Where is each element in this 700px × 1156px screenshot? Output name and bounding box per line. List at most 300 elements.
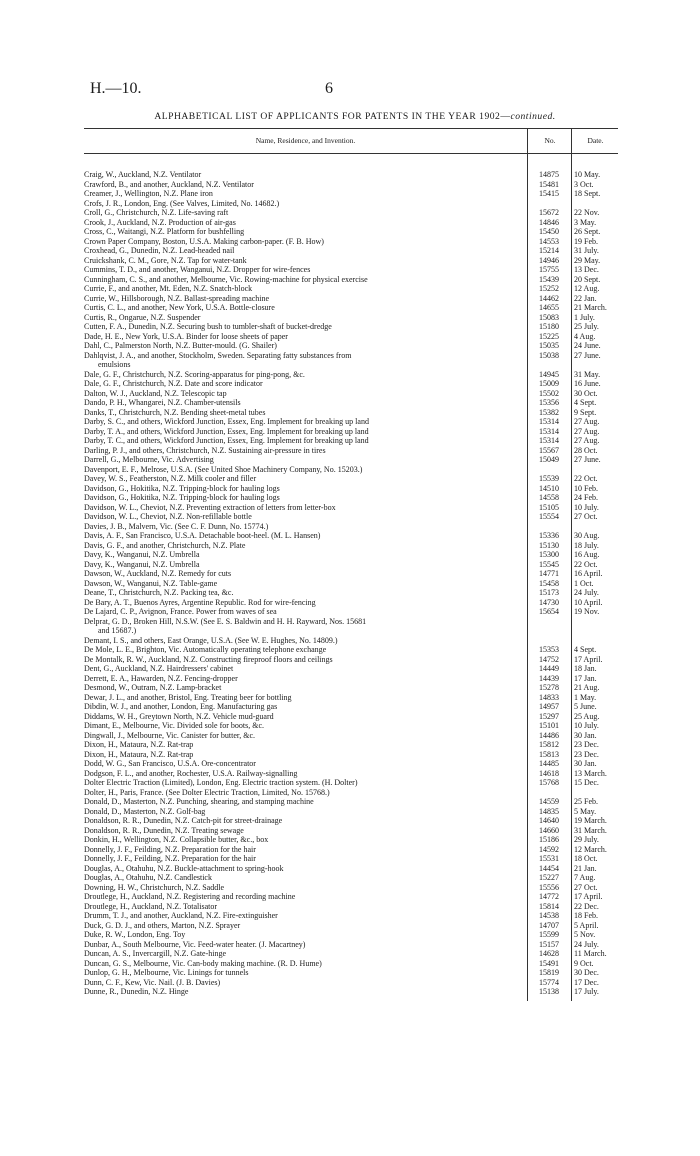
applicant-entry: Donnelly, J. F., Feilding, N.Z. Preparation for the hair <box>84 844 256 854</box>
patent-date: 27 June. <box>574 455 601 464</box>
applicant-entry: Dawson, W., Wanganui, N.Z. Table-game <box>84 578 218 588</box>
patent-date: 27 Aug. <box>574 436 600 445</box>
table-row <box>84 835 618 845</box>
patent-number: 15491 <box>539 958 559 968</box>
applicant-entry: Darby, T. C., and others, Wickford Junction, Essex, Eng. Implement for breaking up land <box>84 436 369 445</box>
table-body <box>84 154 618 997</box>
page-number: 6 <box>325 80 333 97</box>
table-row <box>84 921 618 931</box>
applicant-entry: Dingwall, J., Melbourne, Vic. Canister for butter, &c. <box>84 730 256 740</box>
applicant-entry: Drumm, T. J., and another, Auckland, N.Z. Fire-extinguisher <box>84 911 278 920</box>
patent-number: 15554 <box>539 512 559 521</box>
applicant-entry: Derrett, E. A., Hawarden, N.Z. Fencing-dropper <box>84 673 238 683</box>
patent-date: 4 Sept. <box>574 398 597 407</box>
patent-date: 12 March. <box>574 844 607 854</box>
applicant-entry: Davy, K., Wanganui, N.Z. Umbrella <box>84 550 200 559</box>
patent-date: 3 May. <box>574 217 597 227</box>
table-row <box>84 854 618 864</box>
patent-date: 22 Nov. <box>574 208 600 217</box>
column-header-date: Date. <box>571 129 619 153</box>
applicant-entry: Dunn, C. F., Kew, Vic. Nail. (J. B. Davies) <box>84 977 221 987</box>
applicant-entry: Deane, T., Christchurch, N.Z. Packing tea, &c. <box>84 588 234 597</box>
patent-date: 26 Sept. <box>574 227 601 236</box>
table-row <box>84 968 618 978</box>
applicant-entry: Cross, C., Waitangi, N.Z. Platform for bushfelling <box>84 227 245 236</box>
applicant-entry: Curtis, C. L., and another, New York, U.S.A. Bottle-closure <box>84 303 275 312</box>
patent-number: 14454 <box>539 863 559 873</box>
patent-date: 16 Aug. <box>574 550 600 559</box>
table-row <box>84 607 618 617</box>
patent-number: 14846 <box>539 217 559 227</box>
patent-date: 1 July. <box>574 312 595 322</box>
patent-date: 21 Aug. <box>574 683 600 692</box>
patent-date: 29 July. <box>574 835 599 844</box>
table-row <box>84 541 618 551</box>
patent-number: 14707 <box>539 920 559 930</box>
table-row <box>84 731 618 741</box>
patent-number: 15356 <box>539 398 559 407</box>
patent-number: 15556 <box>539 882 559 892</box>
patent-date: 29 May. <box>574 255 601 265</box>
applicant-entry: Dale, G. F., Christchurch, N.Z. Date and score indicator <box>84 379 263 388</box>
applicant-entry: Danks, T., Christchurch, N.Z. Bending sheet-metal tubes <box>84 407 266 417</box>
table-row <box>84 389 618 399</box>
table-row <box>84 560 618 570</box>
applicant-entry: emulsions <box>98 360 131 369</box>
patent-number: 15278 <box>539 683 559 692</box>
title-main: ALPHABETICAL LIST OF APPLICANTS FOR PATENTS IN THE YEAR 1902— <box>154 111 511 122</box>
applicant-entry: Dolter Electric Traction (Limited), London, Eng. Electric traction system. (H. Dolter) <box>84 778 358 787</box>
patent-date: 1 Oct. <box>574 578 594 588</box>
table-row <box>84 750 618 760</box>
patent-number: 15819 <box>539 968 559 977</box>
applicant-entry: Douglas, A., Otahuhu, N.Z. Candlestick <box>84 873 212 882</box>
applicant-entry: Dale, G. F., Christchurch, N.Z. Scoring-apparatus for ping-pong, &c. <box>84 369 305 379</box>
applicant-entry: Currie, W., Hillsborough, N.Z. Ballast-spreading machine <box>84 293 270 303</box>
applicant-entry: Cummins, T. D., and another, Wanganui, N.Z. Dropper for wire-fences <box>84 265 311 274</box>
patent-number: 15768 <box>539 778 559 787</box>
patent-number: 15539 <box>539 474 559 483</box>
patent-date: 12 Aug. <box>574 284 600 293</box>
applicant-entry: Dodgson, F. L., and another, Rochester, U.S.A. Railway-signalling <box>84 768 298 778</box>
applicant-entry: Creamer, J., Wellington, N.Z. Plane iron <box>84 189 213 198</box>
table-row <box>84 237 618 247</box>
applicant-entry: Davis, G. F., and another, Christchurch, N.Z. Plate <box>84 540 246 550</box>
table-row <box>84 826 618 836</box>
applicant-entry: Dalton, W. J., Auckland, N.Z. Telescopic tap <box>84 388 227 398</box>
patent-number: 15774 <box>539 977 559 987</box>
table-row <box>84 807 618 817</box>
applicant-entry: Darby, S. C., and others, Wickford Junction, Essex, Eng. Implement for breaking up land <box>84 417 369 426</box>
table-row <box>84 284 618 294</box>
applicant-entry: Dodd, W. G., San Francisco, U.S.A. Ore-concentrator <box>84 759 256 768</box>
applicant-entry: Diddams, W. H., Greytown North, N.Z. Vehicle mud-guard <box>84 711 274 721</box>
patent-number: 15314 <box>539 426 559 436</box>
patent-number: 15353 <box>539 645 559 654</box>
patent-date: 16 April. <box>574 569 603 578</box>
patent-date: 18 Jan. <box>574 664 597 673</box>
table-row <box>84 617 618 627</box>
table-row <box>84 864 618 874</box>
patent-number: 15439 <box>539 274 559 284</box>
applicant-entry: Donnelly, J. F., Feilding, N.Z. Preparation for the hair <box>84 854 256 863</box>
patent-date: 19 Nov. <box>574 607 600 616</box>
table-row <box>84 712 618 722</box>
applicant-entry: Davidson, G., Hokitika, N.Z. Tripping-block for hauling logs <box>84 483 280 493</box>
applicant-entry: Droutlege, H., Auckland, N.Z. Totalisator <box>84 901 218 911</box>
patent-number: 15382 <box>539 407 559 417</box>
patent-date: 27 June. <box>574 350 601 360</box>
patent-date: 23 Dec. <box>574 749 599 759</box>
patent-date: 22 Dec. <box>574 901 599 911</box>
patent-number: 15225 <box>539 331 559 341</box>
patent-date: 13 Dec. <box>574 265 599 274</box>
table-row <box>84 674 618 684</box>
patent-date: 18 Sept. <box>574 189 601 198</box>
table-header <box>84 128 618 154</box>
patent-date: 4 Aug. <box>574 331 596 341</box>
patent-number: 14833 <box>539 692 559 702</box>
table-row <box>84 550 618 560</box>
document-reference: H.—10. <box>90 80 142 97</box>
patent-number: 14946 <box>539 255 559 265</box>
table-row <box>84 693 618 703</box>
patent-date: 9 Sept. <box>574 407 597 417</box>
patent-date: 10 May. <box>574 170 601 179</box>
table-row <box>84 189 618 199</box>
patent-date: 22 Jan. <box>574 293 597 303</box>
table-row <box>84 417 618 427</box>
patent-number: 14628 <box>539 949 559 958</box>
patent-number: 15035 <box>539 341 559 350</box>
applicant-entry: Crofs, J. R., London, Eng. (See Valves, Limited, No. 14682.) <box>84 198 280 208</box>
patent-date: 20 Sept. <box>574 274 601 284</box>
patent-number: 15755 <box>539 265 559 274</box>
applicant-entry: Davidson, W. L., Cheviot, N.Z. Preventing extraction of letters from letter-box <box>84 502 336 512</box>
patent-date: 4 Sept. <box>574 645 597 654</box>
patent-number: 15314 <box>539 417 559 426</box>
table-row <box>84 664 618 674</box>
applicant-entry: Duncan, A. S., Invercargill, N.Z. Gate-hinge <box>84 949 227 958</box>
patent-number: 15672 <box>539 208 559 217</box>
patent-date: 18 July. <box>574 540 599 550</box>
patent-date: 30 Dec. <box>574 968 599 977</box>
patent-number: 15812 <box>539 740 559 749</box>
applicant-entry: Donaldson, R. R., Dunedin, N.Z. Treating sewage <box>84 825 244 835</box>
patent-date: 27 Aug. <box>574 426 600 436</box>
patent-date: 10 July. <box>574 721 599 730</box>
applicant-entry: Droutlege, H., Auckland, N.Z. Registering and recording machine <box>84 892 296 901</box>
applicant-entry: Dimant, E., Melbourne, Vic. Divided sole for boots, &c. <box>84 721 265 730</box>
patent-number: 14618 <box>539 768 559 778</box>
table-row <box>84 769 618 779</box>
applicant-entry: Dahl, C., Palmerston North, N.Z. Butter-mould. (G. Shailer) <box>84 341 277 350</box>
applicant-entry: Crook, J., Auckland, N.Z. Production of air-gas <box>84 217 236 227</box>
applicant-entry: Dunbar, A., South Melbourne, Vic. Feed-water heater. (J. Macartney) <box>84 939 306 949</box>
table-row <box>84 588 618 598</box>
table-row <box>84 493 618 503</box>
patent-date: 19 Feb. <box>574 236 598 246</box>
table-row <box>84 303 618 313</box>
patent-date: 17 Jan. <box>574 673 597 683</box>
applicant-entry: Dunlop, G. H., Melbourne, Vic. Linings for tunnels <box>84 968 249 977</box>
table-row <box>84 959 618 969</box>
table-row <box>84 940 618 950</box>
table-row <box>84 721 618 731</box>
patent-date: 10 April. <box>574 597 603 607</box>
applicant-entry: Donald, D., Masterton, N.Z. Punching, shearing, and stamping machine <box>84 797 314 806</box>
table-row <box>84 598 618 608</box>
table-row <box>84 569 618 579</box>
patent-date: 19 March. <box>574 816 607 825</box>
table-row <box>84 579 618 589</box>
patent-date: 27 Oct. <box>574 512 598 521</box>
table-row <box>84 484 618 494</box>
patent-number: 15009 <box>539 379 559 388</box>
column-header-name: Name, Residence, and Invention. <box>255 136 356 145</box>
patent-number: 15531 <box>539 854 559 863</box>
patent-number: 15049 <box>539 455 559 464</box>
patent-date: 18 Feb. <box>574 911 598 920</box>
applicant-entry: Demant, I. S., and others, East Orange, U.S.A. (See W. E. Hughes, No. 14809.) <box>84 635 338 645</box>
patent-date: 16 June. <box>574 379 601 388</box>
patent-number: 15813 <box>539 749 559 759</box>
table-row <box>84 522 618 532</box>
patent-date: 25 July. <box>574 322 599 331</box>
applicant-entry: Donald, D., Masterton, N.Z. Golf-bag <box>84 806 206 816</box>
patent-number: 15481 <box>539 179 559 189</box>
table-row <box>84 636 618 646</box>
applicant-entry: De Montalk, R. W., Auckland, N.Z. Constructing fireproof floors and ceilings <box>84 654 333 664</box>
applicant-entry: De Mole, L. E., Brighton, Vic. Automatically operating telephone exchange <box>84 645 327 654</box>
patent-date: 1 May. <box>574 692 597 702</box>
applicant-entry: Donaldson, R. R., Dunedin, N.Z. Catch-pit for street-drainage <box>84 816 283 825</box>
patent-number: 15105 <box>539 502 559 512</box>
patent-date: 28 Oct. <box>574 445 598 455</box>
patent-date: 17 April. <box>574 892 603 901</box>
table-row <box>84 199 618 209</box>
patent-date: 31 July. <box>574 246 599 255</box>
applicant-entry: Douglas, A., Otahuhu, N.Z. Buckle-attachment to spring-hook <box>84 863 284 873</box>
applicant-entry: Duke, R. W., London, Eng. Toy <box>84 930 186 939</box>
patent-date: 22 Oct. <box>574 474 598 483</box>
applicant-entry: Dahlqvist, J. A., and another, Stockholm, Sweden. Separating fatty substances from <box>84 350 352 360</box>
applicant-entry: Dewar, J. L., and another, Bristol, Eng. Treating beer for bottling <box>84 692 292 702</box>
patent-number: 15545 <box>539 559 559 569</box>
table-row <box>84 351 618 361</box>
patent-date: 30 Aug. <box>574 531 600 540</box>
patent-number: 14730 <box>539 597 559 607</box>
patent-date: 23 Dec. <box>574 740 599 749</box>
applicant-entry: Donkin, H., Wellington, N.Z. Collapsible butter, &c., box <box>84 835 269 844</box>
patent-number: 14439 <box>539 673 559 683</box>
table-row <box>84 911 618 921</box>
table-row <box>84 512 618 522</box>
table-row <box>84 294 618 304</box>
table-row <box>84 218 618 228</box>
table-row <box>84 503 618 513</box>
patent-number: 14875 <box>539 170 559 179</box>
patent-date: 3 Oct. <box>574 179 594 189</box>
table-row <box>84 474 618 484</box>
table-row <box>84 246 618 256</box>
applicant-entry: De Lajard, C. P., Avignon, France. Power from waves of sea <box>84 607 277 616</box>
table-row <box>84 370 618 380</box>
patent-date: 17 April. <box>574 654 603 664</box>
patent-date: 31 March. <box>574 825 607 835</box>
applicant-entry: and 15687.) <box>98 626 137 635</box>
patent-date: 25 Feb. <box>574 797 598 806</box>
table-row <box>84 227 618 237</box>
patent-table <box>84 128 618 997</box>
applicant-entry: Dolter, H., Paris, France. (See Dolter Electric Traction, Limited, No. 15768.) <box>84 787 330 797</box>
table-row <box>84 645 618 655</box>
table-row <box>84 265 618 275</box>
table-row <box>84 427 618 437</box>
patent-date: 10 Feb. <box>574 483 598 493</box>
patent-number: 14772 <box>539 892 559 901</box>
applicant-entry: Davey, W. S., Featherston, N.Z. Milk cooler and filler <box>84 474 257 483</box>
patent-number: 15336 <box>539 531 559 540</box>
table-row <box>84 873 618 883</box>
patent-date: 25 Aug. <box>574 711 600 721</box>
patent-date: 17 July. <box>574 987 599 996</box>
applicant-entry: De Bary, A. T., Buenos Ayres, Argentine Republic. Rod for wire-fencing <box>84 597 316 607</box>
applicant-entry: Croxhead, G., Dunedin, N.Z. Lead-headed nail <box>84 246 235 255</box>
applicant-entry: Cutten, F. A., Dunedin, N.Z. Securing bush to tumbler-shaft of bucket-dredge <box>84 322 332 331</box>
applicant-entry: Curtis, R., Ongarue, N.Z. Suspender <box>84 312 201 322</box>
table-row <box>84 845 618 855</box>
patent-number: 15599 <box>539 930 559 939</box>
patent-number: 14640 <box>539 816 559 825</box>
table-row <box>84 436 618 446</box>
patent-number: 15314 <box>539 436 559 445</box>
patent-date: 5 May. <box>574 806 597 816</box>
table-row <box>84 322 618 332</box>
patent-number: 14485 <box>539 759 559 768</box>
table-row <box>84 275 618 285</box>
patent-number: 14771 <box>539 569 559 578</box>
table-row <box>84 655 618 665</box>
patent-date: 27 Oct. <box>574 882 598 892</box>
applicant-entry: Dixon, H., Mataura, N.Z. Rat-trap <box>84 749 194 759</box>
table-row <box>84 740 618 750</box>
table-row <box>84 978 618 988</box>
patent-date: 11 March. <box>574 949 607 958</box>
patent-number: 15180 <box>539 322 559 331</box>
patent-number: 14559 <box>539 797 559 806</box>
table-row <box>84 902 618 912</box>
patent-number: 14538 <box>539 911 559 920</box>
patent-date: 5 April. <box>574 920 599 930</box>
patent-number: 15450 <box>539 227 559 236</box>
patent-date: 30 Oct. <box>574 388 598 398</box>
applicant-entry: Dando, P. H., Whangarei, N.Z. Chamber-utensils <box>84 398 241 407</box>
table-row <box>84 408 618 418</box>
applicant-entry: Davenport, E. F., Melrose, U.S.A. (See United Shoe Machinery Company, No. 15203.) <box>84 464 363 474</box>
table-row <box>84 313 618 323</box>
patent-date: 24 June. <box>574 341 601 350</box>
table-row <box>84 332 618 342</box>
patent-number: 15415 <box>539 189 559 198</box>
table-row <box>84 949 618 959</box>
applicant-entry: Crown Paper Company, Boston, U.S.A. Making carbon-paper. (F. B. How) <box>84 236 324 246</box>
applicant-entry: Cruickshank, C. M., Gore, N.Z. Tap for water-tank <box>84 255 247 265</box>
patent-date: 21 March. <box>574 303 607 312</box>
patent-number: 14835 <box>539 806 559 816</box>
table-row <box>84 455 618 465</box>
patent-number: 14510 <box>539 483 559 493</box>
applicant-entry: Davies, J. B., Malvern, Vic. (See C. F. Dunn, No. 15774.) <box>84 521 269 531</box>
patent-date: 22 Oct. <box>574 559 598 569</box>
table-row <box>84 446 618 456</box>
patent-number: 14558 <box>539 493 559 502</box>
patent-date: 7 Aug. <box>574 873 596 882</box>
applicant-entry: Davis, A. F., San Francisco, U.S.A. Detachable boot-heel. (M. L. Hansen) <box>84 531 321 540</box>
patent-number: 14462 <box>539 293 559 303</box>
page-header <box>90 80 620 100</box>
applicant-entry: Downing, H. W., Christchurch, N.Z. Saddle <box>84 882 224 892</box>
applicant-entry: Darling, P. J., and others, Christchurch, N.Z. Sustaining air-pressure in tires <box>84 445 326 455</box>
table-row <box>84 398 618 408</box>
patent-number: 15157 <box>539 939 559 949</box>
applicant-entry: Davidson, W. L., Cheviot, N.Z. Non-refillable bottle <box>84 512 252 521</box>
patent-number: 14486 <box>539 730 559 740</box>
table-row <box>84 531 618 541</box>
patent-number: 15138 <box>539 987 559 996</box>
applicant-entry: Cunningham, C. S., and another, Melbourne, Vic. Rowing-machine for physical exercise <box>84 274 368 284</box>
table-row <box>84 683 618 693</box>
patent-number: 14655 <box>539 303 559 312</box>
patent-number: 15101 <box>539 721 559 730</box>
table-row <box>84 987 618 997</box>
applicant-entry: Craig, W., Auckland, N.Z. Ventilator <box>84 170 202 179</box>
applicant-entry: Darrell, G., Melbourne, Vic. Advertising <box>84 455 214 464</box>
patent-date: 5 Nov. <box>574 930 596 939</box>
patent-number: 15038 <box>539 350 559 360</box>
patent-number: 15186 <box>539 835 559 844</box>
applicant-entry: Currie, F., and another, Mt. Eden, N.Z. Snatch-block <box>84 284 253 293</box>
table-row <box>84 816 618 826</box>
patent-number: 15814 <box>539 901 559 911</box>
column-header-no: No. <box>527 129 572 153</box>
table-row <box>84 759 618 769</box>
applicant-entry: Desmond, W., Outram, N.Z. Lamp-bracket <box>84 683 222 692</box>
patent-number: 14449 <box>539 664 559 673</box>
patent-number: 15252 <box>539 284 559 293</box>
applicant-entry: Davy, K., Wanganui, N.Z. Umbrella <box>84 559 200 569</box>
table-row <box>84 379 618 389</box>
title-continued: continued. <box>510 111 556 122</box>
table-row <box>84 788 618 798</box>
table-row <box>84 341 618 351</box>
patent-number: 14945 <box>539 369 559 379</box>
table-row <box>84 778 618 788</box>
patent-number: 15458 <box>539 578 559 588</box>
table-row <box>84 180 618 190</box>
table-row <box>84 360 618 370</box>
patent-number: 15567 <box>539 445 559 455</box>
table-row <box>84 465 618 475</box>
table-row <box>84 626 618 636</box>
applicant-entry: Dawson, W., Auckland, N.Z. Remedy for cuts <box>84 569 232 578</box>
patent-number: 14660 <box>539 825 559 835</box>
patent-number: 15654 <box>539 607 559 616</box>
patent-date: 24 Feb. <box>574 493 598 502</box>
table-row <box>84 702 618 712</box>
applicant-entry: Dixon, H., Mataura, N.Z. Rat-trap <box>84 740 194 749</box>
page-title <box>90 111 620 122</box>
